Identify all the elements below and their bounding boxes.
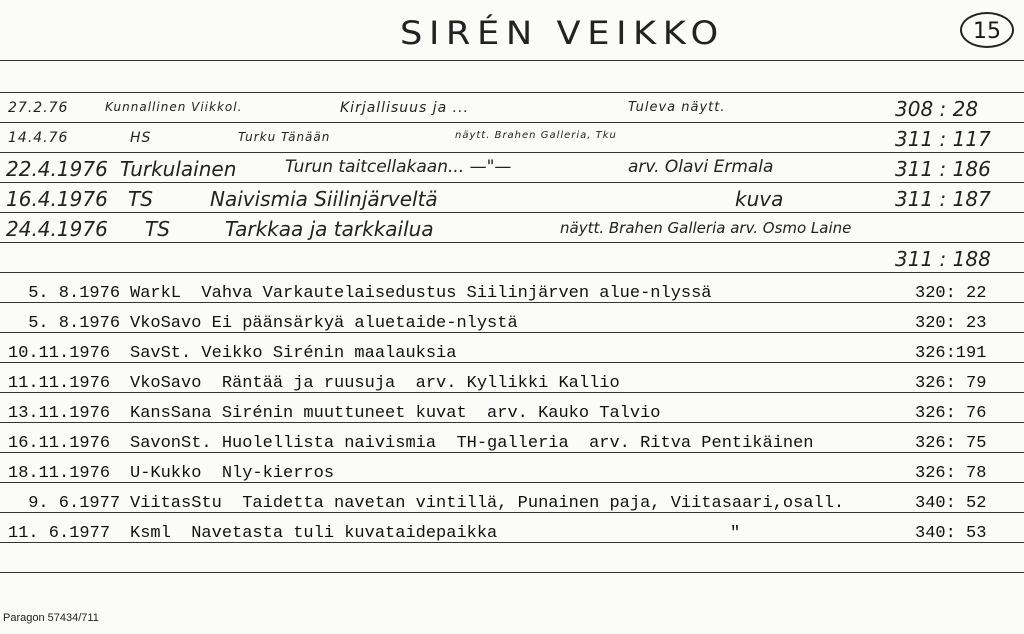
rule-line [0,60,1024,61]
hw-text: Turun taitcellakaan... —"— [285,157,512,177]
table-row [0,460,1024,490]
hw-date: 24.4.1976 [6,217,108,241]
hw-date: 22.4.1976 [6,157,108,181]
rule-line [0,182,1024,183]
hw-ref: 311 : 188 [895,247,991,271]
table-row [0,370,1024,400]
hw-source: TS [128,187,153,211]
row-date: 18.11.1976 [8,464,111,483]
rule-line [0,152,1024,153]
rule-line [0,92,1024,93]
rule-line [0,242,1024,243]
row-text: KansSana Sirénin muuttuneet kuvat arv. Kauko Talvio [130,404,661,423]
rule-line [0,212,1024,213]
hw-ref: 311 : 186 [895,157,991,181]
table-row [0,430,1024,460]
row-text: Ksml Navetasta tuli kuvataidepaikka [130,524,498,543]
row-ref: 326: 76 [915,404,987,423]
hw-ref: 308 : 28 [895,97,979,121]
hw-note: Tuleva näytt. [628,100,726,115]
row-date: 9. 6.1977 [18,494,121,513]
hw-date: 27.2.76 [8,100,69,116]
row-text: VkoSavo Räntää ja ruusuja arv. Kyllikki Kallio [130,374,620,393]
row-date: 5. 8.1976 [18,314,121,333]
card-number: 15 [960,12,1014,48]
hw-date: 16.4.1976 [6,187,108,211]
table-row [0,520,1024,550]
hw-source: HS [130,130,152,146]
row-ref: 320: 23 [915,314,987,333]
hw-ref: 311 : 187 [895,187,991,211]
table-row [0,310,1024,340]
hw-ref: 311 : 117 [895,127,991,151]
row-date: 11.11.1976 [8,374,111,393]
row-text: VkoSavo Ei päänsärkyä aluetaide-nlystä [130,314,518,333]
table-row [0,340,1024,370]
row-ref: 326: 79 [915,374,987,393]
row-text: U-Kukko Nly-kierros [130,464,335,483]
row-text: WarkL Vahva Varkautelaisedustus Siilinjärven alue-nlyssä [130,284,712,303]
footer-imprint: Paragon 57434/711 [3,612,99,624]
row-ref: 320: 22 [915,284,987,303]
row-ref: 326:191 [915,344,987,363]
rule-line [0,122,1024,123]
row-ditto: " [730,524,741,543]
card-title: SIRÉN VEIKKO [400,14,725,52]
rule-line [0,272,1024,273]
hw-source: Kunnallinen Viikkol. [105,100,243,114]
hw-note: arv. Olavi Ermala [628,157,774,177]
hw-source: Turkulainen [120,157,237,181]
row-date: 11. 6.1977 [8,524,111,543]
row-date: 13.11.1976 [8,404,111,423]
row-date: 5. 8.1976 [18,284,121,303]
row-text: ViitasStu Taidetta navetan vintillä, Punainen paja, Viitasaari,osall. [130,494,845,513]
rule-line [0,572,1024,573]
row-ref: 340: 52 [915,494,987,513]
hw-text: Turku Tänään [238,130,331,144]
row-date: 16.11.1976 [8,434,111,453]
hw-text: Naivismia Siilinjärveltä [210,187,438,211]
row-ref: 326: 78 [915,464,987,483]
hw-note: kuva [735,187,784,211]
hw-text: Tarkkaa ja tarkkailua [225,217,434,241]
hw-date: 14.4.76 [8,130,69,146]
row-ref: 326: 75 [915,434,987,453]
table-row [0,490,1024,520]
table-row [0,280,1024,310]
row-text: SavonSt. Huolellista naivismia TH-galleria arv. Ritva Pentikäinen [130,434,814,453]
hw-note: näytt. Brahen Galleria, Tku [455,130,617,141]
table-row [0,400,1024,430]
hw-note: näytt. Brahen Galleria arv. Osmo Laine [560,219,852,237]
row-text: SavSt. Veikko Sirénin maalauksia [130,344,457,363]
row-ref: 340: 53 [915,524,987,543]
hw-source: TS [145,217,170,241]
row-date: 10.11.1976 [8,344,111,363]
hw-text: Kirjallisuus ja ... [340,100,470,116]
